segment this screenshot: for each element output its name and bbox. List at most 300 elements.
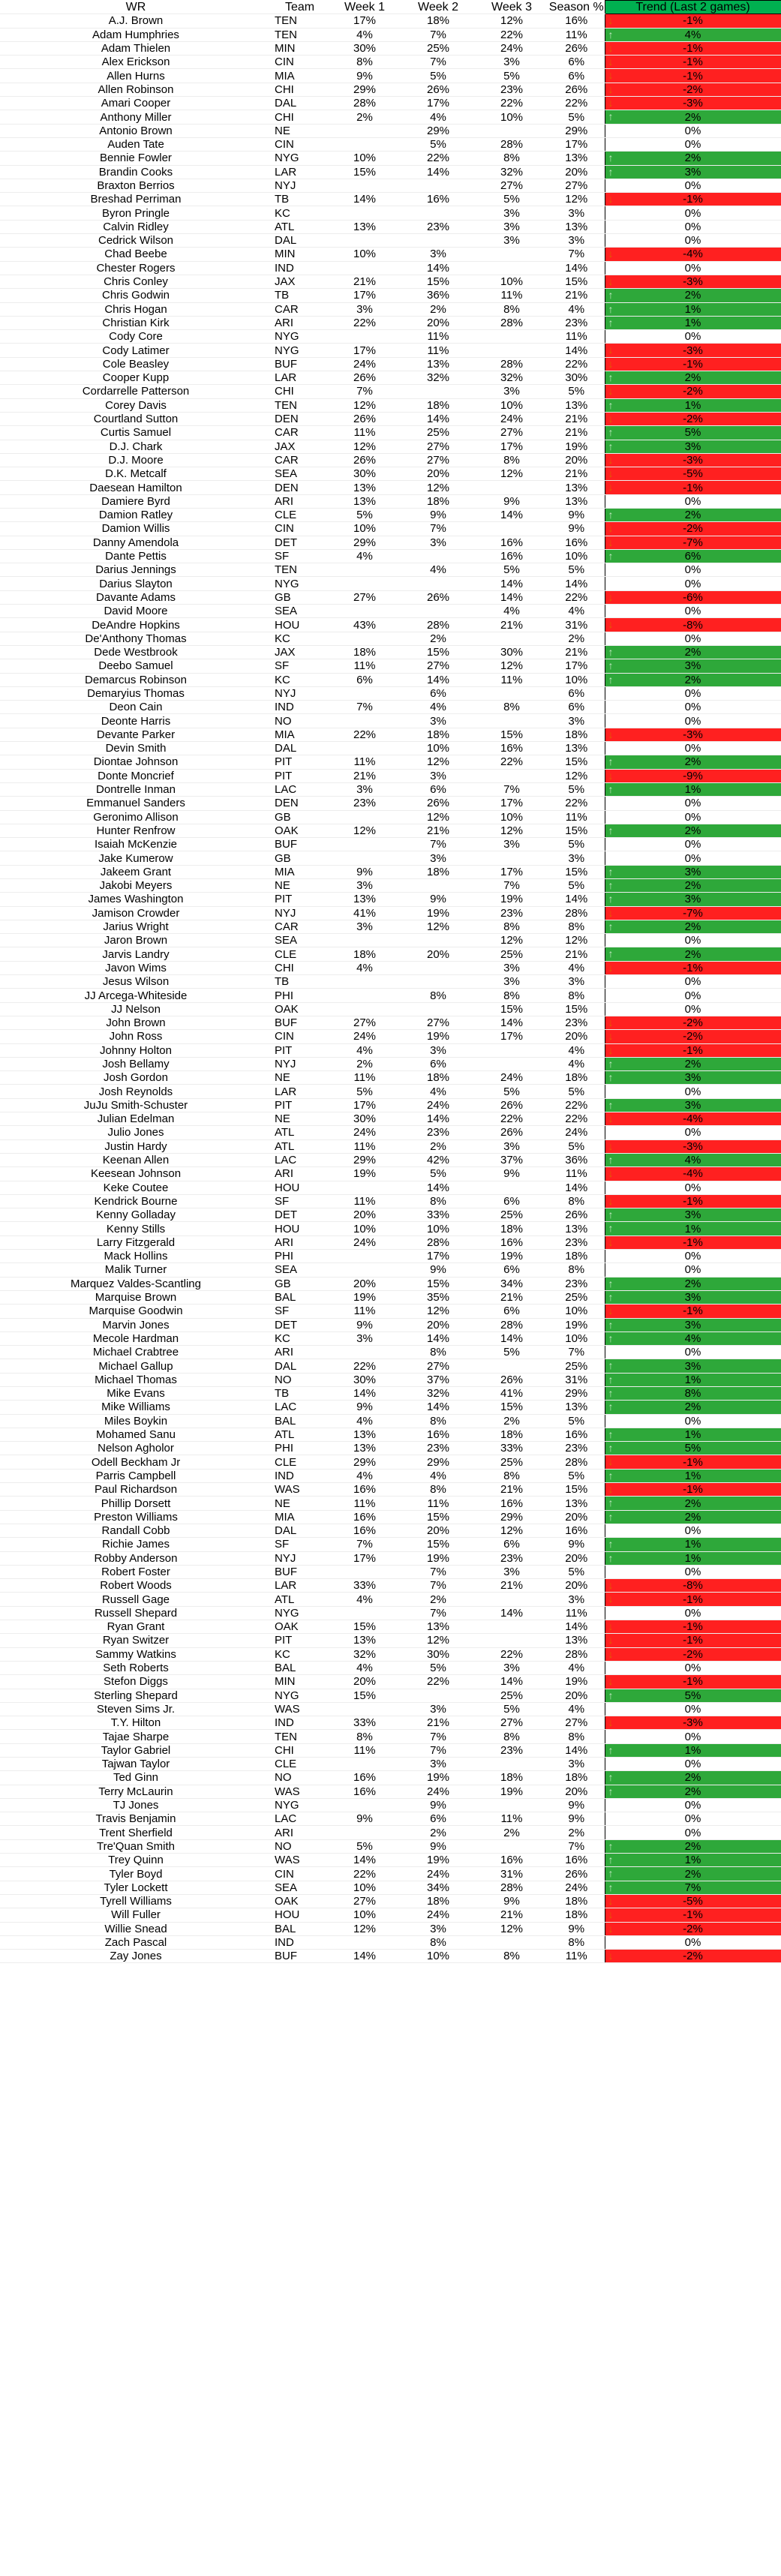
table-row — [0, 742, 781, 755]
trend-cell — [605, 1373, 781, 1386]
table-row — [0, 344, 781, 357]
trend-value: 0% — [684, 810, 701, 824]
trend-value: 2% — [684, 1497, 701, 1510]
trend-value: 0% — [684, 1346, 701, 1359]
player-name-cell: Preston Williams — [0, 1510, 272, 1524]
trend-value: -2% — [683, 83, 703, 96]
week1-cell: 28% — [328, 97, 401, 110]
week3-cell: 10% — [475, 810, 548, 824]
week1-cell — [328, 838, 401, 851]
team-cell: CLE — [272, 1758, 328, 1771]
season-pct-cell: 31% — [548, 618, 605, 632]
trend-cell — [605, 605, 781, 618]
week2-cell: 2% — [401, 1593, 475, 1606]
trend-cell — [605, 371, 781, 385]
player-name-cell: Malik Turner — [0, 1263, 272, 1277]
week2-cell: 15% — [401, 275, 475, 288]
trend-cell — [605, 522, 781, 536]
team-cell: JAX — [272, 440, 328, 453]
trend-value: 0% — [684, 1936, 701, 1949]
week1-cell: 13% — [328, 481, 401, 494]
table-row — [0, 810, 781, 824]
trend-value: 0% — [684, 742, 701, 755]
player-name-cell: Demarcus Robinson — [0, 673, 272, 686]
trend-value: 0% — [684, 851, 701, 865]
trend-cell — [605, 947, 781, 961]
player-name-cell: Kenny Stills — [0, 1222, 272, 1235]
trend-cell — [605, 810, 781, 824]
week1-cell: 10% — [328, 248, 401, 261]
trend-cell — [605, 398, 781, 412]
player-name-cell: Jakeem Grant — [0, 865, 272, 878]
arrow-up-icon: ↑ — [608, 1290, 614, 1303]
season-pct-cell: 20% — [548, 1510, 605, 1524]
trend-value: -1% — [683, 56, 703, 69]
player-name-cell: Larry Fitzgerald — [0, 1235, 272, 1249]
arrow-down-icon: ↓ — [608, 41, 614, 54]
trend-cell — [605, 1867, 781, 1881]
arrow-up-icon: ↑ — [608, 1386, 614, 1399]
season-pct-cell: 25% — [548, 1359, 605, 1373]
week1-cell: 4% — [328, 1414, 401, 1428]
week3-cell: 14% — [475, 1675, 548, 1689]
week1-cell — [328, 975, 401, 989]
week3-cell: 5% — [475, 563, 548, 577]
trend-value: 0% — [684, 1414, 701, 1428]
week3-cell — [475, 851, 548, 865]
player-name-cell: Terry McLaurin — [0, 1785, 272, 1798]
season-pct-cell: 6% — [548, 69, 605, 83]
trend-value: 3% — [684, 1291, 701, 1305]
week2-cell: 14% — [401, 261, 475, 275]
table-row — [0, 302, 781, 316]
week1-cell: 30% — [328, 1112, 401, 1126]
week1-cell: 14% — [328, 1854, 401, 1867]
player-name-cell: Adam Thielen — [0, 41, 272, 55]
week3-cell: 5% — [475, 1085, 548, 1098]
week2-cell: 3% — [401, 769, 475, 782]
trend-cell — [605, 1112, 781, 1126]
team-cell: CLE — [272, 1455, 328, 1469]
week1-cell: 17% — [328, 1098, 401, 1112]
trend-value: 0% — [684, 494, 701, 508]
week2-cell: 12% — [401, 810, 475, 824]
trend-cell — [605, 1826, 781, 1839]
week3-cell: 18% — [475, 1222, 548, 1235]
team-cell: SF — [272, 1305, 328, 1318]
week2-cell: 15% — [401, 1538, 475, 1551]
trend-value: 1% — [684, 1469, 701, 1482]
arrow-down-icon: ↓ — [608, 1167, 614, 1180]
player-name-cell: Antonio Brown — [0, 124, 272, 137]
season-pct-cell: 9% — [548, 522, 605, 536]
week2-cell: 19% — [401, 1854, 475, 1867]
week1-cell: 4% — [328, 28, 401, 41]
trend-value: 4% — [684, 28, 701, 41]
season-pct-cell: 16% — [548, 1428, 605, 1441]
trend-cell — [605, 1950, 781, 1963]
week1-cell: 33% — [328, 1716, 401, 1730]
trend-cell — [605, 1606, 781, 1620]
player-name-cell: Seth Roberts — [0, 1661, 272, 1674]
week3-cell: 11% — [475, 1812, 548, 1826]
week3-cell: 15% — [475, 1401, 548, 1414]
player-name-cell: T.Y. Hilton — [0, 1716, 272, 1730]
team-cell: NYG — [272, 1606, 328, 1620]
player-name-cell: Steven Sims Jr. — [0, 1702, 272, 1716]
trend-cell — [605, 1922, 781, 1935]
week2-cell: 18% — [401, 494, 475, 508]
team-cell: NYJ — [272, 179, 328, 192]
table-row — [0, 440, 781, 453]
week1-cell: 29% — [328, 1153, 401, 1166]
arrow-up-icon: ↑ — [608, 1497, 614, 1509]
table-row — [0, 385, 781, 398]
team-cell: KC — [272, 673, 328, 686]
player-name-cell: Corey Davis — [0, 398, 272, 412]
trend-value: -2% — [683, 1016, 703, 1030]
table-row — [0, 1414, 781, 1428]
week3-cell: 19% — [475, 893, 548, 906]
season-pct-cell: 18% — [548, 1771, 605, 1785]
week3-cell: 18% — [475, 1428, 548, 1441]
trend-value: -3% — [683, 97, 703, 110]
player-name-cell: Ted Ginn — [0, 1771, 272, 1785]
arrow-up-icon: ↑ — [608, 1071, 614, 1084]
team-cell: SEA — [272, 605, 328, 618]
trend-cell — [605, 1730, 781, 1743]
team-cell: WAS — [272, 1785, 328, 1798]
player-name-cell: Courtland Sutton — [0, 412, 272, 425]
table-row — [0, 426, 781, 440]
team-cell: NYG — [272, 152, 328, 165]
arrow-down-icon: ↓ — [608, 1620, 614, 1633]
trend-value: -2% — [683, 1950, 703, 1963]
week3-cell: 14% — [475, 577, 548, 590]
season-pct-cell: 31% — [548, 1373, 605, 1386]
team-cell: NE — [272, 124, 328, 137]
trend-cell — [605, 755, 781, 769]
arrow-up-icon: ↑ — [608, 1771, 614, 1784]
trend-cell — [605, 494, 781, 508]
player-name-cell: Devin Smith — [0, 742, 272, 755]
week3-cell: 16% — [475, 742, 548, 755]
trend-cell — [605, 1483, 781, 1497]
week1-cell: 12% — [328, 824, 401, 837]
week2-cell: 14% — [401, 1112, 475, 1126]
arrow-down-icon: ↓ — [608, 248, 614, 260]
trend-cell — [605, 1085, 781, 1098]
player-name-cell: Marquise Goodwin — [0, 1305, 272, 1318]
player-name-cell: JJ Arcega-Whiteside — [0, 989, 272, 1002]
week3-cell — [475, 481, 548, 494]
season-pct-cell: 20% — [548, 1579, 605, 1593]
player-name-cell: Miles Boykin — [0, 1414, 272, 1428]
season-pct-cell: 27% — [548, 1716, 605, 1730]
trend-value: 0% — [684, 1662, 701, 1675]
trend-value: 1% — [684, 302, 701, 316]
season-pct-cell: 7% — [548, 1839, 605, 1853]
week2-cell: 26% — [401, 797, 475, 810]
trend-value: 3% — [684, 165, 701, 179]
season-pct-cell: 11% — [548, 330, 605, 344]
arrow-up-icon: ↑ — [608, 1743, 614, 1756]
trend-cell — [605, 728, 781, 741]
week3-cell: 10% — [475, 398, 548, 412]
week3-cell — [475, 632, 548, 645]
header-wr: WR — [0, 1, 272, 14]
table-row — [0, 1620, 781, 1634]
season-pct-cell: 22% — [548, 97, 605, 110]
season-pct-cell: 5% — [548, 110, 605, 124]
week3-cell: 28% — [475, 316, 548, 329]
arrow-up-icon: ↑ — [608, 371, 614, 384]
player-name-cell: Dante Pettis — [0, 549, 272, 563]
player-name-cell: Geronimo Allison — [0, 810, 272, 824]
table-row — [0, 1002, 781, 1016]
week1-cell: 20% — [328, 1675, 401, 1689]
week3-cell: 22% — [475, 755, 548, 769]
week2-cell: 22% — [401, 1675, 475, 1689]
player-name-cell: Chris Godwin — [0, 289, 272, 302]
week3-cell — [475, 261, 548, 275]
week1-cell: 8% — [328, 56, 401, 69]
player-name-cell: De'Anthony Thomas — [0, 632, 272, 645]
table-row — [0, 357, 781, 371]
season-pct-cell: 4% — [548, 1661, 605, 1674]
arrow-up-icon: ↑ — [608, 893, 614, 905]
trend-cell — [605, 879, 781, 893]
trend-cell — [605, 1675, 781, 1689]
week3-cell — [475, 1839, 548, 1853]
week3-cell: 3% — [475, 56, 548, 69]
trend-cell — [605, 1222, 781, 1235]
table-row — [0, 920, 781, 933]
trend-value: 0% — [684, 138, 701, 152]
season-pct-cell: 13% — [548, 398, 605, 412]
table-row — [0, 1250, 781, 1263]
table-row — [0, 398, 781, 412]
week1-cell: 43% — [328, 618, 401, 632]
season-pct-cell: 3% — [548, 234, 605, 248]
week1-cell: 26% — [328, 412, 401, 425]
week2-cell: 2% — [401, 1826, 475, 1839]
season-pct-cell: 16% — [548, 1854, 605, 1867]
table-row — [0, 838, 781, 851]
table-row — [0, 563, 781, 577]
trend-cell — [605, 124, 781, 137]
week2-cell: 10% — [401, 742, 475, 755]
trend-cell — [605, 1305, 781, 1318]
week2-cell: 6% — [401, 686, 475, 700]
week2-cell: 4% — [401, 1085, 475, 1098]
arrow-up-icon: ↑ — [608, 1057, 614, 1070]
trend-cell — [605, 536, 781, 549]
week2-cell — [401, 385, 475, 398]
week1-cell — [328, 989, 401, 1002]
table-row — [0, 1798, 781, 1812]
player-name-cell: Cody Core — [0, 330, 272, 344]
table-row — [0, 1030, 781, 1043]
trend-value: -4% — [683, 1112, 703, 1126]
trend-value: 0% — [684, 1263, 701, 1277]
season-pct-cell: 15% — [548, 275, 605, 288]
arrow-up-icon: ↑ — [608, 1332, 614, 1344]
week1-cell: 27% — [328, 590, 401, 604]
week1-cell: 24% — [328, 357, 401, 371]
week1-cell: 13% — [328, 1634, 401, 1647]
season-pct-cell: 26% — [548, 83, 605, 96]
trend-value: -3% — [683, 1139, 703, 1153]
table-row — [0, 1524, 781, 1537]
arrow-down-icon: ↓ — [608, 275, 614, 287]
table-row — [0, 1401, 781, 1414]
week2-cell: 3% — [401, 1043, 475, 1057]
table-row — [0, 673, 781, 686]
season-pct-cell: 15% — [548, 755, 605, 769]
week2-cell: 26% — [401, 590, 475, 604]
table-row — [0, 645, 781, 659]
season-pct-cell: 28% — [548, 1647, 605, 1661]
week2-cell: 23% — [401, 1442, 475, 1455]
trend-value: -1% — [683, 69, 703, 83]
team-cell: NYJ — [272, 906, 328, 920]
week3-cell: 25% — [475, 947, 548, 961]
team-cell: CAR — [272, 453, 328, 467]
table-row — [0, 14, 781, 28]
trend-value: 4% — [684, 1154, 701, 1167]
week2-cell: 17% — [401, 97, 475, 110]
week1-cell: 14% — [328, 1950, 401, 1963]
trend-cell — [605, 1455, 781, 1469]
week3-cell: 10% — [475, 275, 548, 288]
player-name-cell: Donte Moncrief — [0, 769, 272, 782]
trend-value: 0% — [684, 1799, 701, 1812]
week1-cell: 26% — [328, 453, 401, 467]
season-pct-cell: 26% — [548, 41, 605, 55]
arrow-up-icon: ↑ — [608, 508, 614, 521]
header-week2: Week 2 — [401, 1, 475, 14]
player-name-cell: John Ross — [0, 1030, 272, 1043]
week2-cell: 23% — [401, 1126, 475, 1139]
table-row — [0, 1318, 781, 1332]
team-cell: DET — [272, 1208, 328, 1222]
week3-cell — [475, 1758, 548, 1771]
table-row — [0, 1194, 781, 1208]
team-cell: TEN — [272, 1730, 328, 1743]
table-row — [0, 69, 781, 83]
week1-cell: 10% — [328, 152, 401, 165]
team-cell: TB — [272, 975, 328, 989]
table-row — [0, 1510, 781, 1524]
week2-cell: 9% — [401, 1263, 475, 1277]
trend-value: -1% — [683, 357, 703, 371]
trend-value: 3% — [684, 1071, 701, 1085]
week3-cell: 12% — [475, 1524, 548, 1537]
trend-value: 1% — [684, 398, 701, 412]
week1-cell: 21% — [328, 275, 401, 288]
team-cell: IND — [272, 701, 328, 714]
team-cell: KC — [272, 1647, 328, 1661]
player-name-cell: Tre'Quan Smith — [0, 1839, 272, 1853]
trend-value: -1% — [683, 1675, 703, 1689]
table-row — [0, 371, 781, 385]
week3-cell: 31% — [475, 1867, 548, 1881]
week1-cell: 41% — [328, 906, 401, 920]
table-row — [0, 289, 781, 302]
arrow-up-icon: ↑ — [608, 1318, 614, 1331]
week2-cell: 7% — [401, 522, 475, 536]
trend-cell — [605, 1716, 781, 1730]
week1-cell: 17% — [328, 1551, 401, 1565]
week2-cell: 19% — [401, 1771, 475, 1785]
week1-cell: 24% — [328, 1126, 401, 1139]
table-row — [0, 1647, 781, 1661]
week1-cell — [328, 261, 401, 275]
week2-cell: 19% — [401, 906, 475, 920]
team-cell: GB — [272, 590, 328, 604]
week1-cell: 29% — [328, 83, 401, 96]
week3-cell: 21% — [475, 1908, 548, 1922]
table-row — [0, 632, 781, 645]
season-pct-cell: 11% — [548, 1167, 605, 1181]
player-name-cell: Tajae Sharpe — [0, 1730, 272, 1743]
week2-cell: 20% — [401, 467, 475, 481]
season-pct-cell: 5% — [548, 1139, 605, 1153]
arrow-up-icon: ↑ — [608, 1359, 614, 1372]
season-pct-cell: 21% — [548, 645, 605, 659]
season-pct-cell: 17% — [548, 137, 605, 151]
week1-cell: 19% — [328, 1167, 401, 1181]
arrow-down-icon: ↓ — [608, 1716, 614, 1729]
team-cell: GB — [272, 851, 328, 865]
season-pct-cell: 9% — [548, 1922, 605, 1935]
table-row — [0, 1290, 781, 1304]
trend-value: 8% — [684, 1387, 701, 1401]
trend-value: 0% — [684, 1085, 701, 1098]
week3-cell — [475, 1181, 548, 1194]
team-cell: HOU — [272, 1222, 328, 1235]
team-cell: NYG — [272, 1689, 328, 1702]
week1-cell — [328, 577, 401, 590]
trend-value: 0% — [684, 1181, 701, 1194]
week1-cell: 11% — [328, 1743, 401, 1757]
week2-cell: 28% — [401, 1235, 475, 1249]
week3-cell: 8% — [475, 453, 548, 467]
season-pct-cell: 36% — [548, 1153, 605, 1166]
team-cell: BAL — [272, 1290, 328, 1304]
player-name-cell: Ryan Grant — [0, 1620, 272, 1634]
week3-cell: 3% — [475, 975, 548, 989]
arrow-down-icon: ↓ — [608, 1139, 614, 1152]
week3-cell — [475, 1057, 548, 1070]
week2-cell: 7% — [401, 1579, 475, 1593]
player-name-cell: Russell Shepard — [0, 1606, 272, 1620]
arrow-up-icon: ↑ — [608, 755, 614, 768]
week2-cell: 27% — [401, 453, 475, 467]
trend-cell — [605, 1071, 781, 1085]
trend-cell — [605, 1497, 781, 1510]
week1-cell: 8% — [328, 1730, 401, 1743]
table-row — [0, 1922, 781, 1935]
trend-value: -9% — [683, 769, 703, 782]
team-cell: LAR — [272, 1085, 328, 1098]
trend-cell — [605, 41, 781, 55]
week1-cell — [328, 330, 401, 344]
week3-cell: 18% — [475, 1771, 548, 1785]
season-pct-cell: 29% — [548, 1386, 605, 1400]
season-pct-cell: 10% — [548, 1305, 605, 1318]
